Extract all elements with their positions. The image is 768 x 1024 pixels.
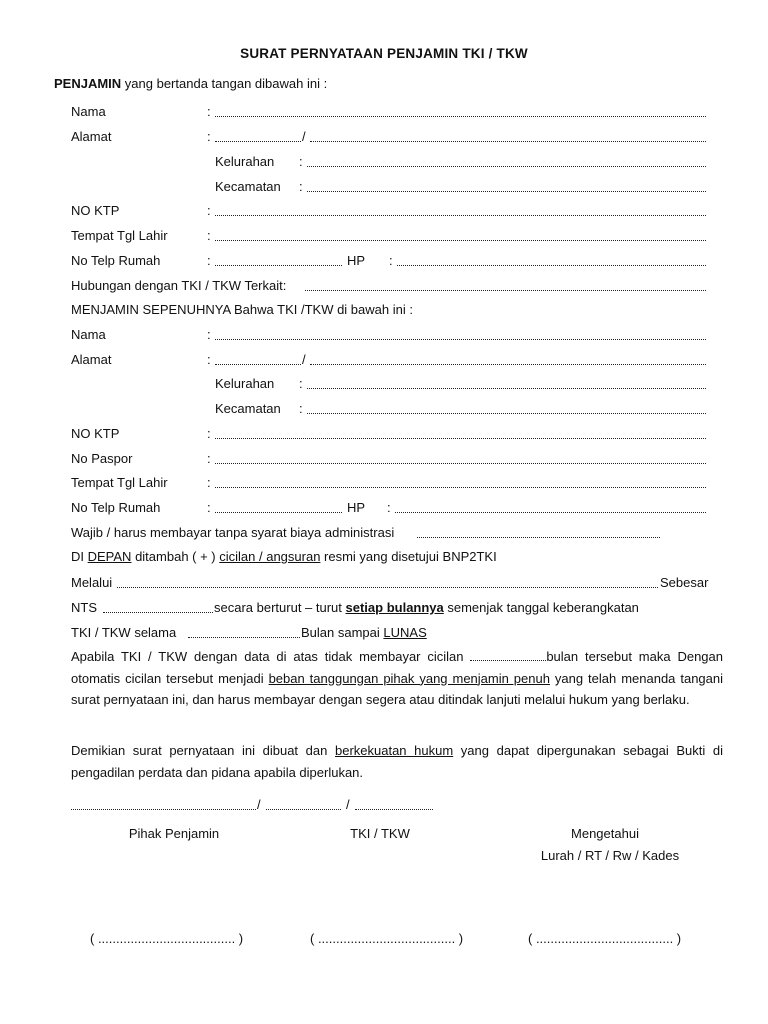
depan-row	[71, 549, 711, 565]
selama-label: TKI / TKW selama	[71, 625, 177, 640]
field-label: Kecamatan	[215, 179, 281, 194]
colon: :	[207, 426, 211, 441]
slash: /	[302, 129, 306, 144]
nts-row	[71, 600, 711, 616]
colon: :	[387, 500, 391, 515]
slash: /	[257, 797, 261, 812]
apabila-p2: bulan tersebut maka Dengan otomatis cicilan tersebut menjadi	[71, 649, 723, 686]
field-label: No Telp Rumah	[71, 253, 161, 268]
colon: :	[207, 203, 211, 218]
intro-bold: PENJAMIN	[54, 76, 122, 91]
tki-label: TKI / TKW	[350, 826, 410, 841]
melalui-row	[71, 575, 711, 591]
guarantor-hubungan-field[interactable]	[305, 290, 706, 291]
field-label: NO KTP	[71, 203, 120, 218]
field-label: No Paspor	[71, 451, 133, 466]
signature-blank-mengetahui[interactable]: ( ...................................... )	[528, 931, 682, 946]
guarantor-hubungan-row	[71, 278, 711, 294]
guarantor-kecamatan-row	[71, 179, 711, 195]
field-label: NO KTP	[71, 426, 120, 441]
depan-p1: DI	[71, 549, 88, 564]
guarantor-alamat-field-b[interactable]	[310, 141, 706, 142]
guarantor-kecamatan-field[interactable]	[307, 191, 706, 192]
colon: :	[207, 253, 211, 268]
worker-paspor-row	[71, 451, 711, 467]
berkekuatan-text: berkekuatan hukum	[334, 743, 454, 758]
worker-kecamatan-field[interactable]	[307, 413, 706, 414]
guarantor-telp-row	[71, 253, 711, 269]
colon: :	[207, 104, 211, 119]
field-label-hp: HP	[347, 253, 366, 268]
field-label: Kecamatan	[215, 401, 281, 416]
field-label: Nama	[71, 327, 106, 342]
worker-ttl-row	[71, 475, 711, 491]
setiap-text: setiap bulannya	[345, 600, 444, 615]
field-label-hp: HP	[347, 500, 366, 515]
worker-kelurahan-row	[71, 376, 711, 392]
demikian-p2: yang dapat dipergunakan sebagai Bukti di pengadilan perdata dan pidana apabila diperlukan.	[71, 743, 723, 780]
demikian-p1: Demikian surat pernyataan ini dibuat dan	[71, 743, 335, 758]
year-field[interactable]	[355, 809, 433, 810]
worker-ttl-field[interactable]	[215, 487, 706, 488]
colon: :	[207, 327, 211, 342]
apabila-field[interactable]	[470, 648, 546, 661]
guarantor-ktp-row	[71, 203, 711, 219]
nts-line	[214, 600, 639, 615]
selama-line	[301, 625, 427, 640]
mengetahui-label: Mengetahui	[571, 826, 639, 841]
colon: :	[299, 401, 303, 416]
guarantor-ttl-row	[71, 228, 711, 244]
cicilan-text: cicilan / angsuran	[219, 549, 321, 564]
nts-label: NTS	[71, 600, 97, 615]
wajib-field[interactable]	[417, 537, 660, 538]
worker-alamat-field-b[interactable]	[310, 364, 706, 365]
selama-p1: Bulan sampai	[301, 625, 384, 640]
worker-telp-field[interactable]	[215, 512, 342, 513]
worker-ktp-field[interactable]	[215, 438, 706, 439]
field-label: Kelurahan	[215, 376, 275, 391]
menjamin-heading: MENJAMIN SEPENUHNYA Bahwa TKI /TKW di bawah ini :	[71, 302, 413, 317]
field-label: Tempat Tgl Lahir	[71, 475, 168, 490]
lunas-text: LUNAS	[383, 625, 427, 640]
field-label: Alamat	[71, 129, 112, 144]
apabila-p1: Apabila TKI / TKW dengan data di atas tidak membayar cicilan	[71, 649, 471, 664]
colon: :	[207, 352, 211, 367]
guarantor-alamat-field-a[interactable]	[215, 141, 301, 142]
slash: /	[302, 352, 306, 367]
nts-field[interactable]	[103, 612, 213, 613]
depan-p2: ditambah ( + )	[131, 549, 220, 564]
nts-p1: secara berturut – turut	[214, 600, 346, 615]
nts-p2: semenjak tanggal keberangkatan	[443, 600, 639, 615]
worker-telp-row	[71, 500, 711, 516]
colon: :	[299, 376, 303, 391]
guarantor-kelurahan-field[interactable]	[307, 166, 706, 167]
colon: :	[299, 154, 303, 169]
lurah-label: Lurah / RT / Rw / Kades	[540, 848, 680, 863]
worker-hp-field[interactable]	[395, 512, 706, 513]
pihak-penjamin-label: Pihak Penjamin	[128, 826, 220, 841]
wajib-text: Wajib / harus membayar tanpa syarat biaya administrasi	[71, 525, 395, 540]
melalui-field[interactable]	[117, 587, 658, 588]
field-label: Tempat Tgl Lahir	[71, 228, 168, 243]
document-title: SURAT PERNYATAAN PENJAMIN TKI / TKW	[240, 46, 528, 61]
colon: :	[207, 228, 211, 243]
colon: :	[207, 129, 211, 144]
melalui-label: Melalui	[71, 575, 113, 590]
sebesar-label: Sebesar	[660, 575, 709, 590]
depan-word: DEPAN	[87, 549, 132, 564]
guarantor-nama-row	[71, 104, 711, 120]
menjamin-row	[71, 302, 711, 318]
guarantor-alamat-row	[71, 129, 711, 145]
worker-alamat-field-a[interactable]	[215, 364, 301, 365]
slash: /	[346, 797, 350, 812]
apabila-paragraph	[71, 646, 723, 711]
worker-alamat-row	[71, 352, 711, 368]
date-row	[71, 797, 711, 813]
colon: :	[389, 253, 393, 268]
field-label: No Telp Rumah	[71, 500, 161, 515]
colon: :	[207, 451, 211, 466]
colon: :	[299, 179, 303, 194]
signature-blank-tki[interactable]: ( ...................................... )	[310, 931, 464, 946]
worker-ktp-row	[71, 426, 711, 442]
signature-blank-penjamin[interactable]: ( ...................................... )	[90, 931, 244, 946]
wajib-row	[71, 525, 711, 541]
guarantor-telp-field[interactable]	[215, 265, 342, 266]
worker-kelurahan-field[interactable]	[307, 388, 706, 389]
depan-p3: resmi yang disetujui BNP2TKI	[320, 549, 497, 564]
field-label: Kelurahan	[215, 154, 275, 169]
guarantor-hp-field[interactable]	[397, 265, 706, 266]
selama-field[interactable]	[188, 637, 300, 638]
intro-rest: yang bertanda tangan dibawah ini :	[121, 76, 328, 91]
place-field[interactable]	[71, 809, 256, 810]
worker-nama-row	[71, 327, 711, 343]
colon: :	[207, 475, 211, 490]
guarantor-nama-field[interactable]	[215, 116, 706, 117]
depan-line	[71, 549, 497, 564]
guarantor-kelurahan-row	[71, 154, 711, 170]
worker-kecamatan-row	[71, 401, 711, 417]
selama-row	[71, 625, 711, 641]
worker-nama-field[interactable]	[215, 339, 706, 340]
colon: :	[207, 500, 211, 515]
intro-line	[54, 76, 327, 91]
field-label: Nama	[71, 104, 106, 119]
field-label: Hubungan dengan TKI / TKW Terkait:	[71, 278, 287, 293]
demikian-paragraph	[71, 740, 723, 783]
worker-paspor-field[interactable]	[215, 463, 706, 464]
guarantor-ttl-field[interactable]	[215, 240, 706, 241]
guarantor-ktp-field[interactable]	[215, 215, 706, 216]
apabila-p3: yang telah menanda tangani surat pernyataan ini, dan harus membayar dengan segera atau ditindak lanjuti melalui hukum yang berlaku.	[71, 670, 724, 707]
field-label: Alamat	[71, 352, 112, 367]
beban-text: beban tanggungan pihak yang menjamin penuh	[268, 670, 550, 686]
date-field[interactable]	[266, 809, 341, 810]
